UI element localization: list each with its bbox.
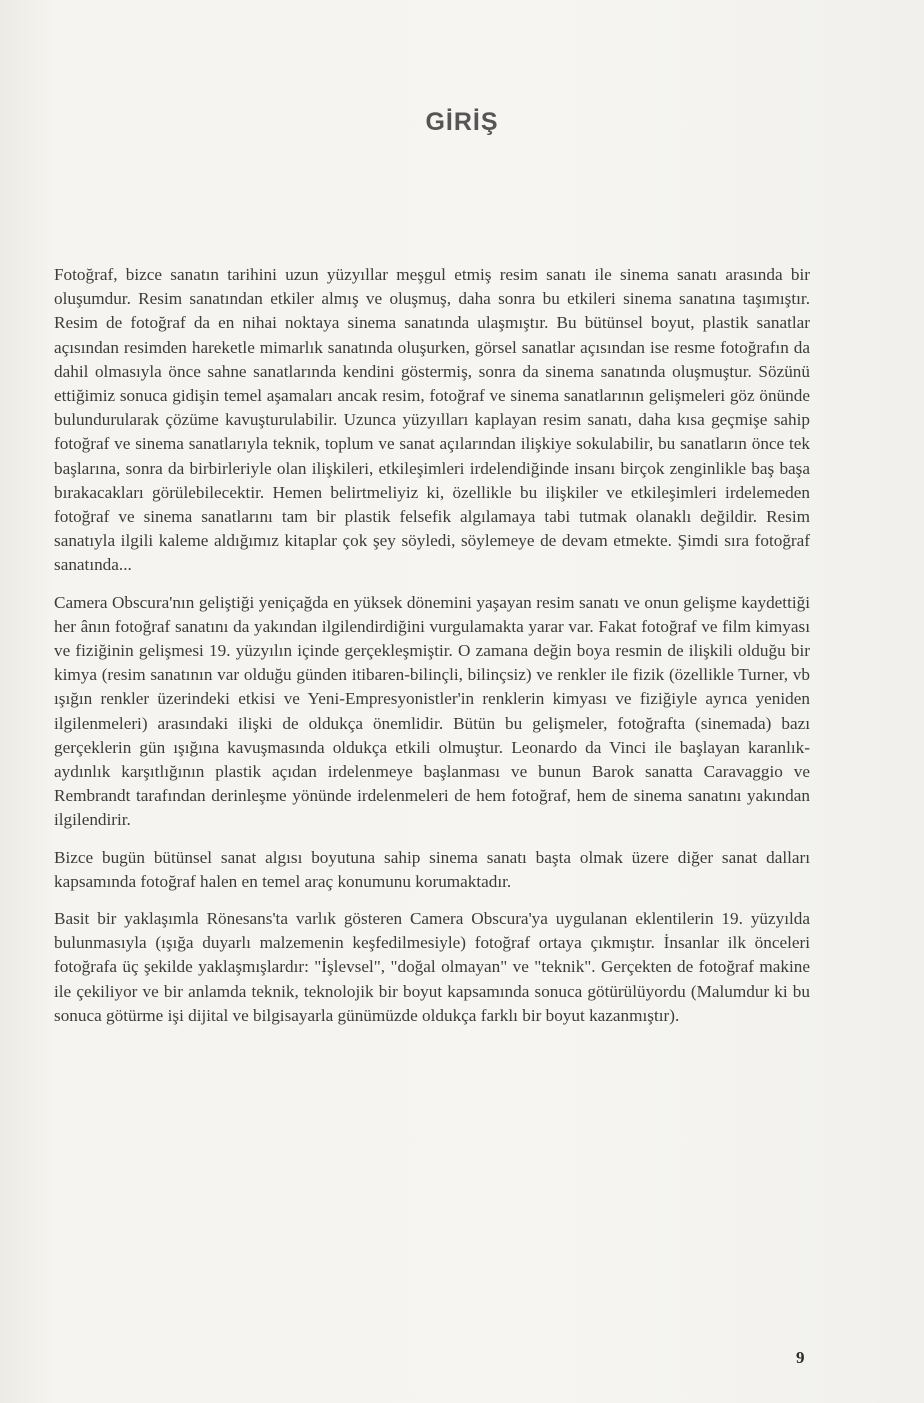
chapter-body [54, 263, 810, 1041]
chapter-title: GİRİŞ [425, 108, 499, 136]
paragraph: Camera Obscura'nın geliştiği yeniçağda en yüksek dönemini yaşayan resim sanatı ve onun gelişme kaydettiği her ânın fotoğraf sanatını da yakından ilgilendirdiğini vurgulamakta yarar var. Fakat fotoğraf ve film kimyası ve fiziğinin gelişmesi 19. yüzyılın içinde gerçekleşmiştir. O zamana değin boya resmin de ilişkili olduğu bir kimya (resim sanatının var olduğu günden itibaren-bilinçli, bilinçsiz) ve renkler ile fizik (özellikle Turner, vb ışığın renkler üzerindeki etkisi ve Yeni-Empresyonistler'in renklerin kimyası ve fiziğiyle ayrıca yeniden ilgilenmeleri) arasındaki ilişki de oldukça önemlidir. Bütün bu gelişmeler, fotoğrafta (sinemada) bazı gerçeklerin gün ışığına kavuşmasında oldukça etkili olmuştur. Leonardo da Vinci ile başlayan karanlık-aydınlık karşıtlığının plastik açıdan irdelenmeye başlanması ve bunun Barok sanatta Caravaggio ve Rembrandt tarafından derinleşme yönünde irdelenmeleri de hem fotoğraf, hem de sinema sanatını yakından ilgilendirir. [54, 592, 810, 830]
paragraph: Bizce bugün bütünsel sanat algısı boyutuna sahip sinema sanatı başta olmak üzere diğer sanat dalları kapsamında fotoğraf halen en temel araç konumunu korumaktadır. [54, 847, 810, 891]
page-number: 9 [796, 1348, 805, 1367]
paragraph: Basit bir yaklaşımla Rönesans'ta varlık gösteren Camera Obscura'ya uygulanan eklentilerin 19. yüzyılda bulunmasıyla (ışığa duyarlı malzemenin keşfedilmesiyle) fotoğraf ortaya çıkmıştır. İnsanlar ilk önceleri fotoğrafa üç şekilde yaklaşmışlardır: "İşlevsel", "doğal olmayan" ve "teknik". Gerçekten de fotoğraf makine ile çekiliyor ve bir anlamda teknik, teknolojik bir boyut kapsamında sonuca götürülüyordu (Malumdur ki bu sonuca götürme işi dijital ve bilgisayarla günümüzde oldukça farklı bir boyut kazanmıştır). [54, 909, 810, 1025]
paragraph: Fotoğraf, bizce sanatın tarihini uzun yüzyıllar meşgul etmiş resim sanatı ile sinema sanatı arasında bir oluşumdur. Resim sanatından etkiler almış ve oluşmuş, daha sonra bu etkileri sinema sanatına taşımıştır. Resim de fotoğraf da en nihai noktaya sinema sanatında ulaşmıştır. Bu bütünsel boyut, plastik sanatlar açısından resimden hareketle mimarlık sanatında oluşurken, görsel sanatlar açısından ise resme fotoğrafın da dahil olmasıyla önce sahne sanatlarında kendini göstermiş, sonra da sinema sanatında oluşmuştur. Sözünü ettiğimiz sonuca gidişin temel aşamaları ancak resim, fotoğraf ve sinema sanatlarının gelişmeleri göz önünde bulundurularak çözüme kavuşturulabilir. Uzunca yüzyılları kaplayan resim sanatı, daha kısa geçmişe sahip fotoğraf ve sinema sanatlarıyla teknik, toplum ve sanat açılarından ilişkiye sokulabilir, bu sanatların önce tek başlarına, sonra da birbirleriyle olan ilişkileri, etkileşimleri irdelendiğinde insanı birçok zenginlikle baş başa bırakacakları görülebilecektir. Hemen belirtmeliyiz ki, özellikle bu ilişkiler ve etkileşimleri irdelemeden fotoğraf ve sinema sanatlarını tam bir plastik felsefik algılamaya tabi tutmak olanaklı değildir. Resim sanatıyla ilgili kaleme aldığımız kitaplar çok şey söyledi, söylemeye de devam etmekte. Şimdi sıra fotoğraf sanatında... [54, 265, 810, 575]
